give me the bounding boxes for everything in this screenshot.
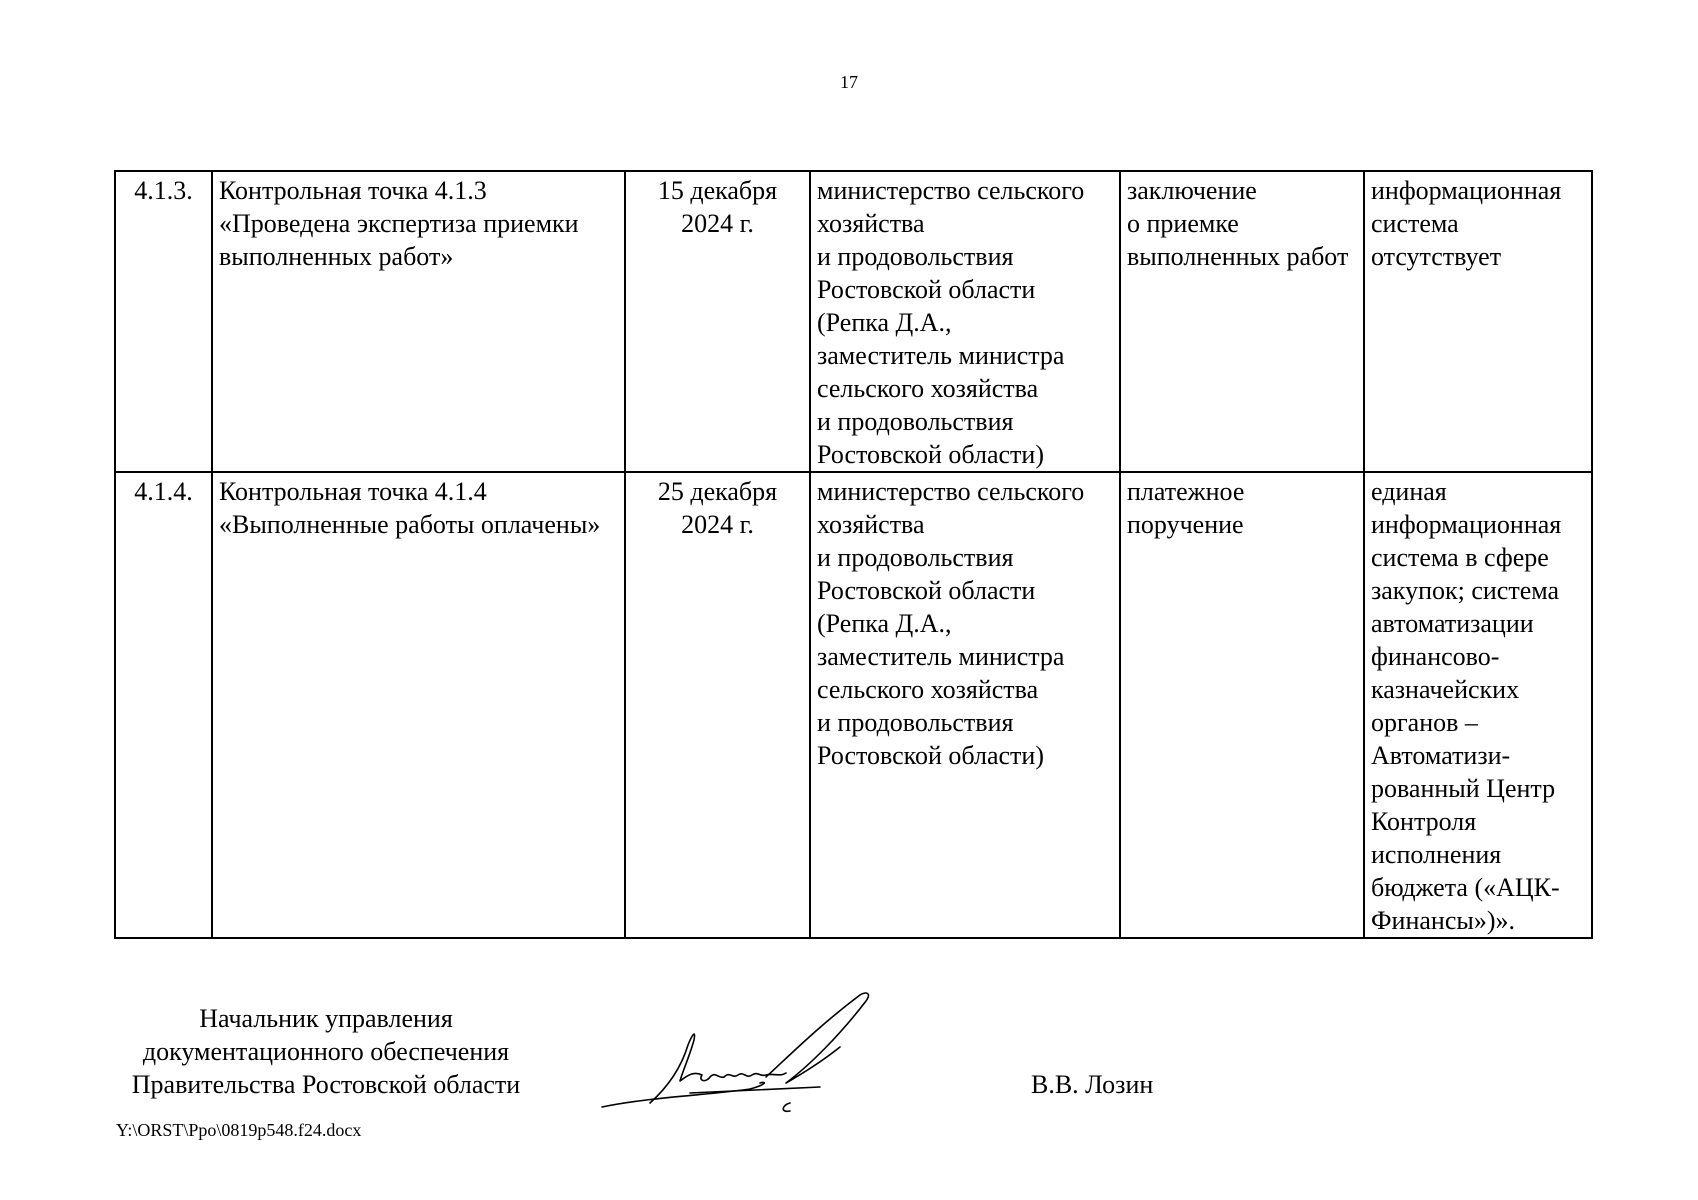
row-number: 4.1.4. — [115, 472, 212, 938]
result-document: заключение о приемке выполненных работ — [1120, 171, 1364, 472]
table-row — [115, 171, 1592, 472]
signer-name: В.В. Лозин — [1031, 1070, 1154, 1099]
information-system: информационная система отсутствует — [1364, 171, 1592, 472]
file-path: Y:\ORST\Ppo\0819p548.f24.docx — [116, 1120, 362, 1140]
row-number: 4.1.3. — [115, 171, 212, 472]
control-points-table — [114, 170, 1593, 939]
table-row — [115, 472, 1592, 938]
handwritten-signature — [590, 985, 930, 1135]
information-system: единая информационная система в сфере закупок; система автоматизации финансово-казначейских органов – Автоматизи-рованный Центр Контроля исполнения бюджета («АЦК-Финансы»)». — [1364, 472, 1592, 938]
responsible-executor: министерство сельского хозяйства и продовольствия Ростовской области (Репка Д.А., заместитель министра сельского хозяйства и продовольствия Ростовской области) — [810, 472, 1120, 938]
deadline-date: 25 декабря 2024 г. — [625, 472, 810, 938]
responsible-executor: министерство сельского хозяйства и продовольствия Ростовской области (Репка Д.А., заместитель министра сельского хозяйства и продовольствия Ростовской области) — [810, 171, 1120, 472]
signer-title: Начальник управления документационного обеспечения Правительства Ростовской области — [131, 1004, 521, 1099]
control-point-name: Контрольная точка 4.1.4 «Выполненные работы оплачены» — [212, 472, 625, 938]
result-document: платежное поручение — [1120, 472, 1364, 938]
page-number: 17 — [840, 72, 858, 92]
deadline-date: 15 декабря 2024 г. — [625, 171, 810, 472]
control-point-name: Контрольная точка 4.1.3 «Проведена экспертиза приемки выполненных работ» — [212, 171, 625, 472]
